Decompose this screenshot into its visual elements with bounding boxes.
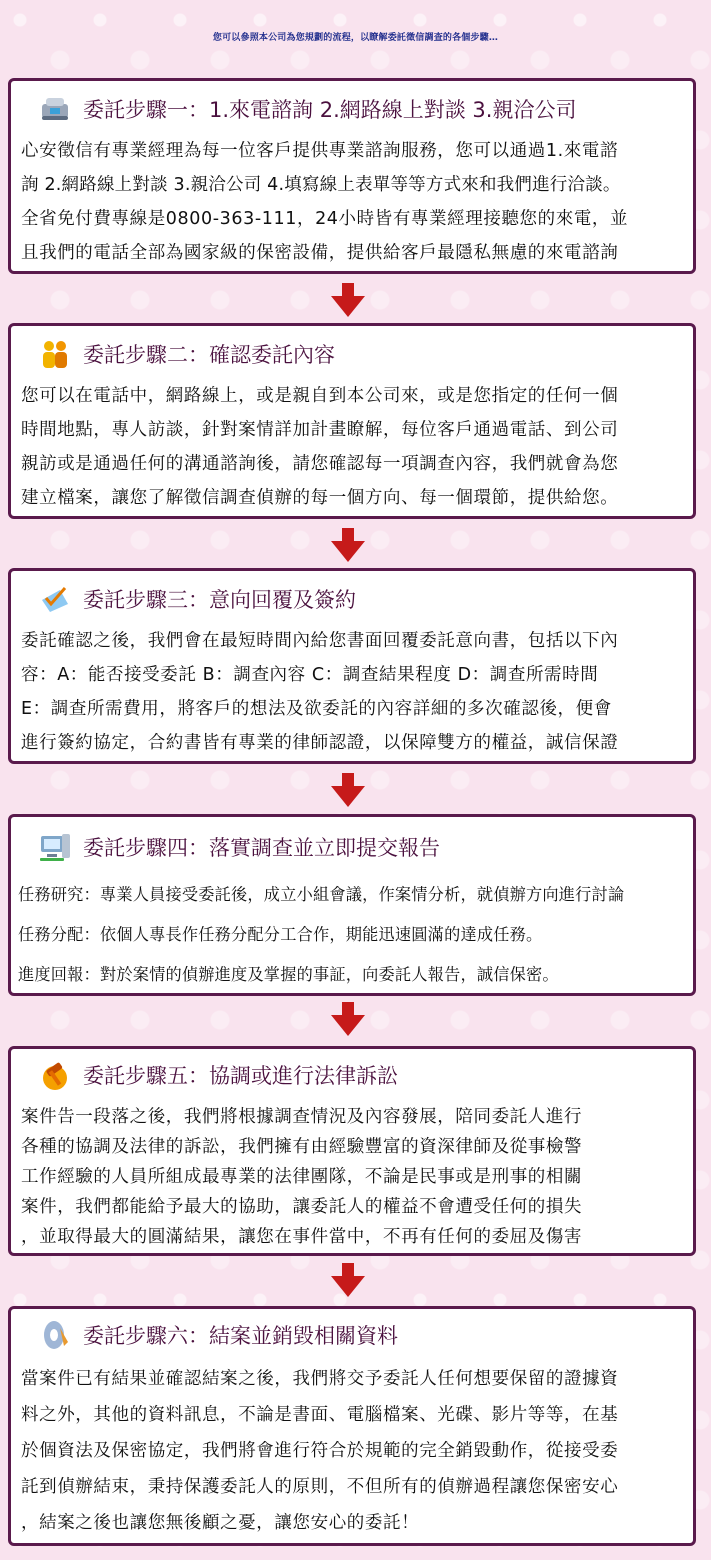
- phone-icon: [37, 91, 73, 127]
- step-3-line-3: E：調查所需費用，將客戶的想法及欲委託的內容詳細的多次確認後，便會: [21, 699, 612, 719]
- step-4-line-1: 任務研究：專業人員接受委託後，成立小組會議，作案情分析，就偵辦方向進行討論: [18, 885, 625, 904]
- step-2-line-2: 時間地點，專人訪談，針對案情詳加計畫瞭解，每位客戶通過電話、到公司: [21, 420, 619, 440]
- step-6-box: [8, 1306, 696, 1546]
- step-1-header: [37, 89, 576, 129]
- step-2-header: [37, 334, 335, 374]
- step-3-line-4: 進行簽約協定，合約書皆有專業的律師認證，以保障雙方的權益，誠信保證: [21, 733, 619, 753]
- checklist-icon: [37, 581, 73, 617]
- step-6-line-5: ，結案之後也讓您無後顧之憂，讓您安心的委託！: [21, 1513, 420, 1533]
- step-1-line-1: 心安徵信有專業經理為每一位客戶提供專業諮詢服務，您可以通過1.來電諮: [21, 141, 619, 161]
- down-arrow-icon: [331, 773, 365, 809]
- step-4-header: [37, 827, 440, 867]
- step-5-line-2: 各種的協調及法律的訴訟，我們擁有由經驗豐富的資深律師及從事檢警: [21, 1137, 583, 1157]
- step-5-header: [37, 1055, 398, 1095]
- step-1-box: [8, 78, 696, 274]
- step-2-title: 委託步驟二：確認委託內容: [83, 343, 335, 367]
- computer-icon: [37, 829, 73, 865]
- down-arrow-icon: [331, 1002, 365, 1038]
- step-5-title: 委託步驟五：協調或進行法律訴訟: [83, 1064, 398, 1088]
- step-1-line-4: 且我們的電話全部為國家級的保密設備，提供給客戶最隱私無慮的來電諮詢: [21, 243, 619, 263]
- step-1-title: 委託步驟一：1.來電諮詢 2.網路線上對談 3.親洽公司: [83, 98, 577, 122]
- step-6-line-1: 當案件已有結果並確認結案之後，我們將交予委託人任何想要保留的證據資: [21, 1369, 619, 1389]
- step-3-box: [8, 568, 696, 764]
- step-4-box: [8, 814, 696, 996]
- down-arrow-icon: [331, 1263, 365, 1299]
- step-4-line-2: 任務分配：依個人專長作任務分配分工合作，期能迅速圓滿的達成任務。: [18, 925, 543, 944]
- step-6-header: [37, 1315, 398, 1355]
- disc-icon: [37, 1317, 73, 1353]
- step-2-line-3: 親訪或是通過任何的溝通諮詢後，請您確認每一項調查內容，我們就會為您: [21, 454, 619, 474]
- step-3-header: [37, 579, 356, 619]
- step-5-box: [8, 1046, 696, 1256]
- step-2-line-1: 您可以在電話中，網路線上，或是親自到本公司來，或是您指定的任何一個: [21, 386, 619, 406]
- step-6-line-3: 於個資法及保密協定，我們將會進行符合於規範的完全銷毀動作，從接受委: [21, 1441, 619, 1461]
- step-4-title: 委託步驟四：落實調查並立即提交報告: [83, 836, 440, 860]
- step-2-line-4: 建立檔案，讓您了解徵信調查偵辦的每一個方向、每一個環節，提供給您。: [21, 488, 619, 508]
- step-5-line-1: 案件告一段落之後，我們將根據調查情況及內容發展，陪同委託人進行: [21, 1107, 583, 1127]
- step-2-box: [8, 323, 696, 519]
- step-3-line-2: 容：A：能否接受委託 B：調查內容 C：調查結果程度 D：調查所需時間: [21, 665, 599, 685]
- step-4-line-3: 進度回報：對於案情的偵辦進度及掌握的事証，向委託人報告，誠信保密。: [18, 965, 559, 984]
- step-6-line-2: 料之外，其他的資料訊息，不論是書面、電腦檔案、光碟、影片等等，在基: [21, 1405, 619, 1425]
- step-3-line-1: 委託確認之後，我們會在最短時間內給您書面回覆委託意向書，包括以下內: [21, 631, 619, 651]
- step-1-line-2: 詢 2.網路線上對談 3.親洽公司 4.填寫線上表單等等方式來和我們進行洽談。: [21, 175, 621, 195]
- gavel-icon: [37, 1057, 73, 1093]
- step-6-line-4: 託到偵辦結束，秉持保護委託人的原則，不但所有的偵辦過程讓您保密安心: [21, 1477, 619, 1497]
- step-3-title: 委託步驟三：意向回覆及簽約: [83, 588, 356, 612]
- step-6-title: 委託步驟六：結案並銷毀相關資料: [83, 1324, 398, 1348]
- step-5-line-5: ，並取得最大的圓滿結果，讓您在事件當中，不再有任何的委屈及傷害: [21, 1227, 583, 1247]
- step-5-line-3: 工作經驗的人員所組成最專業的法律團隊，不論是民事或是刑事的相關: [21, 1167, 583, 1187]
- people-icon: [37, 336, 73, 372]
- step-1-line-3: 全省免付費專線是0800-363-111，24小時皆有專業經理接聽您的來電，並: [21, 209, 629, 229]
- down-arrow-icon: [331, 283, 365, 319]
- down-arrow-icon: [331, 528, 365, 564]
- page-heading: 您可以參照本公司為您規劃的流程，以瞭解委託徵信調查的各個步驟…: [212, 33, 499, 43]
- step-5-line-4: 案件，我們都能給予最大的協助，讓委託人的權益不會遭受任何的損失: [21, 1197, 583, 1217]
